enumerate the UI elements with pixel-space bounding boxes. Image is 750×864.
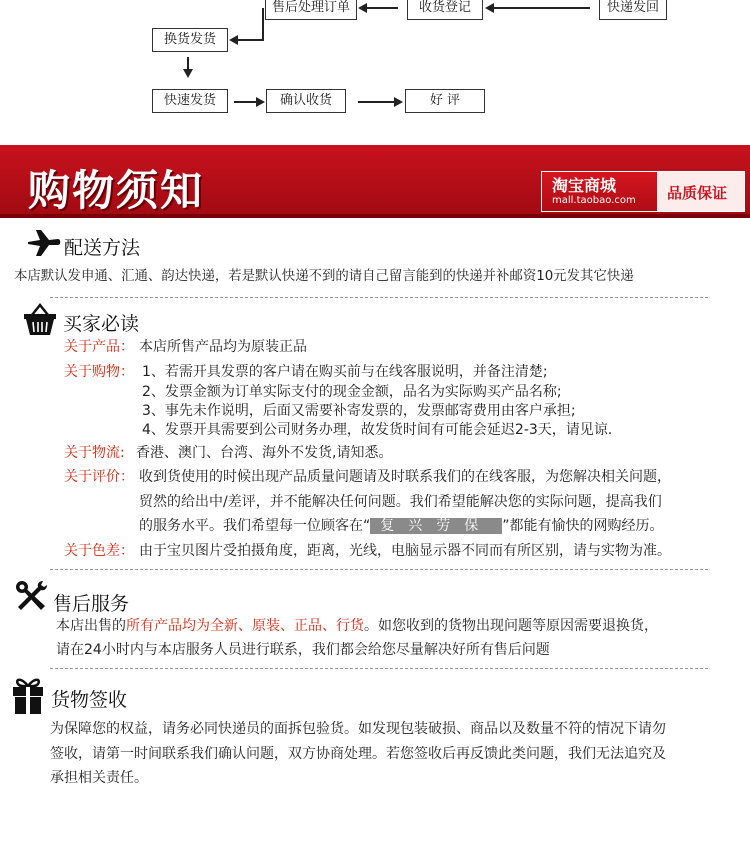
review-label: 关于评价： [64,469,134,485]
arrow-head-left-icon [485,3,494,13]
purchase-item-2: 2、发票金额为订单实际支付的现金金额，品名为实际购买产品名称; [142,384,562,400]
arrow-head-left-icon [358,3,367,13]
banner-title: 购物须知 [28,166,205,215]
airplane-icon [26,228,62,258]
flow-express-return-box: 快递发回 [599,0,667,20]
aftersale-line-2: 请在24小时内与本店服务人员进行联系，我们都会给您尽量解决好所有售后问题 [56,642,550,658]
product-label: 关于产品： [64,339,134,355]
delivery-text: 本店默认发申通、汇通、韵达快递，若是默认快递不到的请自己留言能到的快递并补邮资10元发其它快递 [14,269,634,284]
aftersale-title: 售后服务 [53,593,130,615]
product-text: 本店所售产品均为原装正品 [139,339,307,355]
signing-title: 货物签收 [51,689,128,711]
arrow-line-ship-to-confirm [234,101,256,103]
arrow-line-down [187,57,189,69]
quality-guarantee-label: 品质保证 [667,184,728,202]
aftersale-highlight: 所有产品均为全新、原装、正品、行货 [126,618,364,634]
color-text: 由于宝贝图片受拍摄角度，距离，光线，电脑显示器不同而有所区别，请与实物为准。 [139,543,671,559]
logistics-text: 香港、澳门、台湾、海外不发货,请知悉。 [136,445,393,461]
divider [50,569,708,570]
gift-box-icon [11,675,45,715]
divider [50,297,708,298]
tmall-url: mall.taobao.com [552,195,636,206]
arrow-line-confirm-to-review [358,101,394,103]
buyer-title: 买家必读 [63,313,140,335]
connector-to-exchange [238,39,264,41]
signing-line-2: 签收，请第一时间联系我们确认问题，双方协商处理。若您签收后再反馈此类问题，我们无法追究及 [50,746,666,762]
tmall-name: 淘宝商城 [552,176,617,195]
purchase-item-4: 4、发票开具需要到公司财务办理，故发货时间有可能会延迟2-3天，请见谅. [142,422,613,438]
arrow-head-left-icon [229,35,238,45]
purchase-item-3: 3、事先未作说明，后面又需要补寄发票的，发票邮寄费用由客户承担; [142,403,576,419]
aftersale-line-1-end: 。如您收到的货物出现问题等原因需要退换货， [364,618,658,634]
review-line-1: 收到货使用的时候出现产品质量问题请及时联系我们的在线客服，为您解决相关问题， [139,469,671,485]
tools-icon [13,578,49,614]
review-line-2: 贸然的给出中/差评，并不能解决任何问题。我们希望能解决您的实际问题，提高我们 [139,494,662,510]
divider [50,668,708,669]
signing-line-3: 承担相关责任。 [50,770,148,786]
purchase-item-1: 1、若需开具发票的客户请在购买前与在线客服说明，并备注清楚; [142,364,548,380]
arrow-head-down-icon [183,69,193,78]
review-line-3-end: ”都能有愉快的网购经历。 [502,518,664,534]
shopping-basket-icon [22,301,58,337]
flow-receive-register-box: 收货登记 [407,0,483,20]
arrow-head-right-icon [256,97,265,107]
tmall-logo-block [542,172,657,211]
signing-line-1: 为保障您的权益，请务必同快递员的面拆包验货。如发现包装破损、商品以及数量不符的情况下请勿 [50,721,666,737]
flow-express-ship-box: 快速发货 [152,89,228,113]
aftersale-line-1-start: 本店出售的 [56,618,126,634]
aftersale-line-1 [56,616,658,636]
logistics-label: 关于物流: [64,445,125,461]
flow-confirm-receipt-box: 确认收货 [266,89,346,113]
connector-vertical [262,8,264,41]
review-line-3 [139,516,664,536]
flow-good-review-box: 好 评 [405,89,485,113]
flow-after-sale-box: 售后处理订单 [265,0,357,20]
arrow-line-register-to-aftersale [366,7,398,9]
purchase-label: 关于购物： [64,364,134,380]
review-line-3-start: 的服务水平。我们希望每一位顾客在“ [139,518,371,534]
flow-exchange-box: 换货发货 [152,28,228,52]
color-label: 关于色差： [64,543,134,559]
arrow-head-right-icon [394,97,403,107]
delivery-title: 配送方法 [64,237,141,259]
arrow-line-return-to-register [494,7,590,9]
brand-name-highlight: 复兴劳保 [370,518,502,534]
tmall-badge [541,171,745,212]
